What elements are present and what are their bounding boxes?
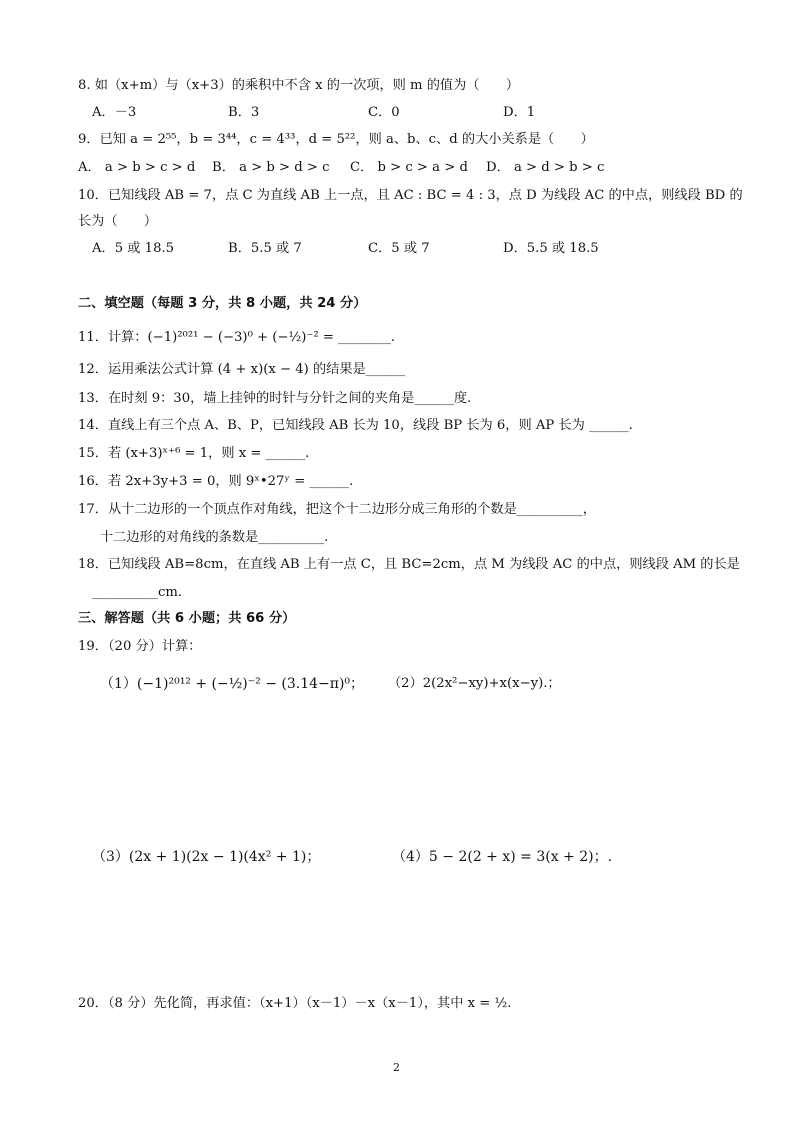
question-19-part-3: （3）(2x + 1)(2x − 1)(4x² + 1)；	[92, 849, 321, 865]
question-16: 16．若 2x+3y+3 = 0，则 9ˣ•27ʸ = ______.	[78, 474, 354, 489]
question-12: 12．运用乘法公式计算 (4 + x)(x − 4) 的结果是______	[78, 362, 406, 377]
question-14: 14．直线上有三个点 A、B、P，已知线段 AB 长为 10，线段 BP 长为 6，则 AP 长为 ______.	[78, 418, 633, 433]
question-11: 11．计算：(−1)²⁰²¹ − (−3)⁰ + (−½)⁻² = ________.	[78, 330, 396, 345]
question-13: 13．在时刻 9：30，墙上挂钟的时针与分针之间的夹角是______度.	[78, 391, 472, 406]
question-18-line-2: __________cm.	[92, 585, 183, 600]
q9-option-a: A． a > b > c > d	[78, 160, 196, 175]
q10-option-b: B．5.5 或 7	[228, 241, 302, 256]
question-17-line-2: 十二边形的对角线的条数是__________.	[100, 530, 329, 545]
q10-option-a: A．5 或 18.5	[92, 241, 175, 256]
question-20: 20．（8 分）先化简，再求值：（x+1）（x－1）－x（x－1），其中 x = ½.	[78, 996, 512, 1011]
q8-option-d: D．1	[503, 105, 536, 120]
page-number: 2	[393, 1061, 400, 1074]
question-18-line-1: 18．已知线段 AB=8cm，在直线 AB 上有一点 C，且 BC=2cm，点 M 为线段 AC 的中点，则线段 AM 的长是	[78, 557, 740, 572]
question-19-part-1: （1）(−1)²⁰¹² + (−½)⁻² − (3.14−π)⁰；	[100, 676, 365, 692]
q8-option-a: A．－3	[92, 105, 137, 120]
q9-option-c: C． b > c > a > d	[350, 160, 468, 175]
question-19-part-2: （2）2(2x²−xy)+x(x−y).；	[388, 676, 561, 691]
q10-option-d: D．5.5 或 18.5	[503, 241, 599, 256]
q8-text: 8. 如（x+m）与（x+3）的乘积中不含 x 的一次项，则 m 的值为（ ）	[78, 78, 520, 93]
question-10-stem: 10．已知线段 AB = 7，点 C 为直线 AB 上一点，且 AC : BC = 4 : 3，点 D 为线段 AC 的中点，则线段 BD 的	[78, 188, 743, 203]
section-2-title: 二、填空题（每题 3 分，共 8 小题，共 24 分）	[78, 296, 367, 311]
q10-option-c: C．5 或 7	[368, 241, 430, 256]
question-15: 15．若 (x+3)ˣ⁺⁶ = 1，则 x = ______.	[78, 446, 310, 461]
question-19-part-4: （4）5 − 2(2 + x) = 3(x + 2)；.	[392, 849, 613, 865]
section-3-title: 三、解答题（共 6 小题；共 66 分）	[78, 611, 296, 626]
q8-option-b: B．3	[228, 105, 260, 120]
q9-option-b: B． a > b > d > c	[212, 160, 330, 175]
q9-option-d: D． a > d > b > c	[486, 160, 605, 175]
question-9-stem: 9．已知 a = 2⁵⁵，b = 3⁴⁴，c = 4³³，d = 5²²，则 a、b、c、d 的大小关系是（ ）	[78, 132, 594, 147]
question-10-stem-cont: 长为（ ）	[78, 214, 158, 229]
question-17-line-1: 17．从十二边形的一个顶点作对角线，把这个十二边形分成三角形的个数是__________，	[78, 502, 596, 517]
q8-option-c: C．0	[368, 105, 400, 120]
question-8-stem	[78, 78, 519, 94]
question-19-stem: 19．（20 分）计算：	[78, 639, 202, 654]
